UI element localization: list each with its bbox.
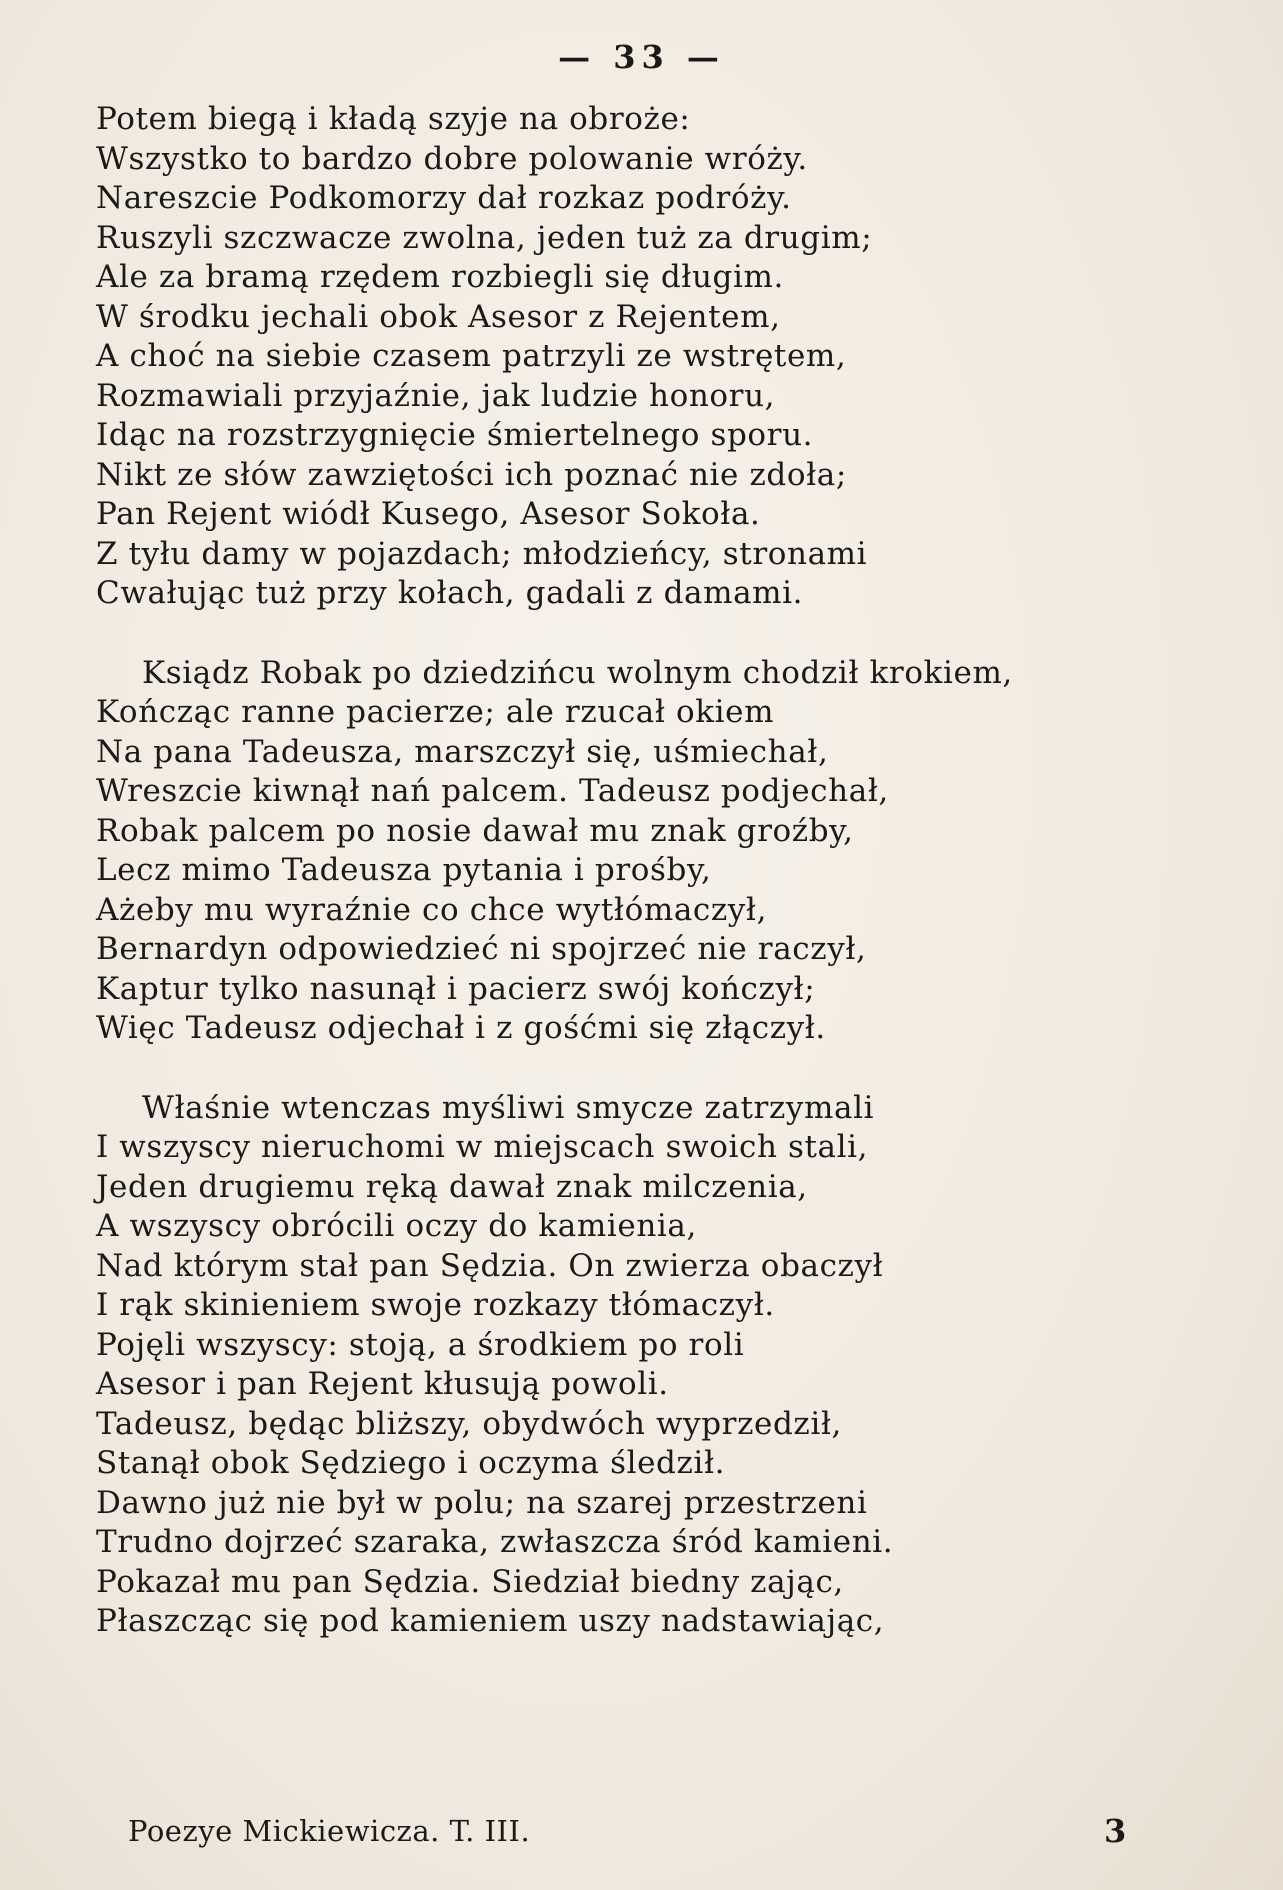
verse-line: Ale za bramą rzędem rozbiegli się długim.	[96, 259, 784, 295]
verse-line: Wszystko to bardzo dobre polowanie wróży.	[96, 140, 808, 177]
verse-line: Pokazał mu pan Sędzia. Siedział biedny zając,	[96, 1563, 844, 1600]
verse-line: Na pana Tadeusza, marszczył się, uśmiechał,	[96, 733, 829, 770]
verse-line: Tadeusz, będąc bliższy, obydwóch wyprzedził,	[96, 1405, 842, 1442]
verse-line: Asesor i pan Rejent kłusują powoli.	[96, 1366, 669, 1402]
verse-line: I rąk skinieniem swoje rozkazy tłómaczył.	[96, 1287, 775, 1323]
page-number: — 33 —	[558, 38, 725, 76]
verse-line: Jeden drugiemu ręką dawał znak milczenia,	[96, 1168, 808, 1205]
verse-line: Więc Tadeusz odjechał i z gośćmi się złączył.	[96, 1010, 826, 1046]
verse-line: Stanął obok Sędziego i oczyma śledził.	[96, 1445, 726, 1481]
verse-line: Kończąc ranne pacierze; ale rzucał okiem	[96, 694, 775, 730]
verse-line: Płaszcząc się pod kamieniem uszy nadstawiając,	[96, 1603, 885, 1639]
verse-line: Nikt ze słów zawziętości ich poznać nie zdoła;	[96, 456, 847, 493]
verse-line: Kaptur tylko nasunął i pacierz swój kończył;	[96, 970, 816, 1007]
verse-line: Robak palcem po nosie dawał mu znak groźby,	[96, 812, 854, 849]
signature-mark: 3	[1104, 1812, 1127, 1850]
verse-line: Wreszcie kiwnął nań palcem. Tadeusz podjechał,	[96, 773, 889, 809]
verse-line: Dawno już nie był w polu; na szarej przestrzeni	[96, 1484, 868, 1521]
verse-line: Właśnie wtenczas myśliwi smycze zatrzymali	[142, 1089, 875, 1126]
footer-title: Poezye Mickiewicza. T. III.	[128, 1814, 531, 1848]
verse-line: A choć na siebie czasem patrzyli ze wstrętem,	[96, 338, 847, 374]
verse-line: Ażeby mu wyraźnie co chce wytłómaczył,	[96, 891, 768, 928]
verse-line: Lecz mimo Tadeusza pytania i prośby,	[96, 852, 712, 888]
verse-line: A wszyscy obrócili oczy do kamienia,	[96, 1208, 697, 1244]
verse-line: Pojęli wszyscy: stoją, a środkiem po roli	[96, 1326, 745, 1363]
verse-line: Ruszyli szczwacze zwolna, jeden tuż za drugim;	[96, 219, 873, 256]
verse-line: Cwałując tuż przy kołach, gadali z damami.	[96, 575, 804, 611]
verse-line: Idąc na rozstrzygnięcie śmiertelnego sporu.	[96, 417, 814, 453]
verse-line: Trudno dojrzeć szaraka, zwłaszcza śród kamieni.	[96, 1524, 894, 1560]
verse-line: Bernardyn odpowiedzieć ni spojrzeć nie raczył,	[96, 931, 867, 967]
verse-line: I wszyscy nieruchomi w miejscach swoich stali,	[96, 1129, 869, 1165]
verse-line: W środku jechali obok Asesor z Rejentem,	[96, 298, 781, 335]
stanza-2	[96, 654, 1176, 1049]
stanza-1	[96, 100, 1176, 614]
verse-line: Nareszcie Podkomorzy dał rozkaz podróży.	[96, 180, 792, 216]
verse-line: Potem biegą i kładą szyje na obroże:	[96, 101, 691, 137]
verse-line: Rozmawiali przyjaźnie, jak ludzie honoru,	[96, 377, 776, 414]
stanza-3	[96, 1089, 1176, 1642]
poem-text	[96, 100, 1176, 1642]
verse-line: Ksiądz Robak po dziedzińcu wolnym chodził krokiem,	[142, 654, 1013, 691]
verse-line: Nad którym stał pan Sędzia. On zwierza obaczył	[96, 1247, 884, 1284]
verse-line: Pan Rejent wiódł Kusego, Asesor Sokoła.	[96, 496, 761, 532]
verse-line: Z tyłu damy w pojazdach; młodzieńcy, stronami	[96, 535, 868, 572]
